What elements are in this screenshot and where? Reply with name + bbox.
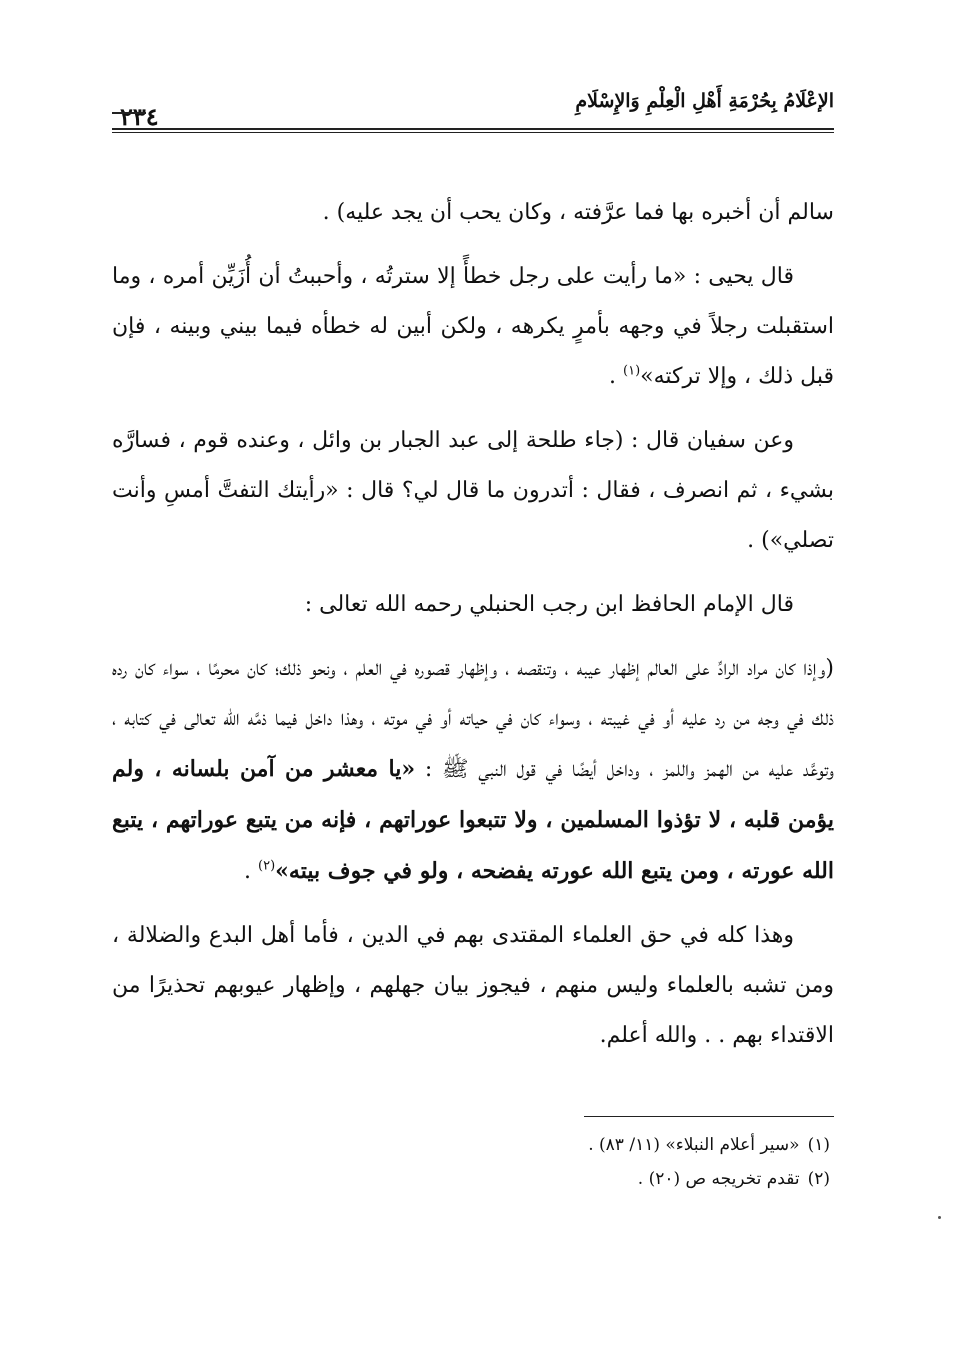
footnote-ref-1: (١)	[623, 363, 641, 379]
footnote-text: تقدم تخريجه ص (٢٠) .	[637, 1169, 800, 1189]
footnote-rule	[584, 1116, 834, 1117]
scan-speck	[938, 1216, 941, 1219]
paragraph-5-end: .	[244, 859, 259, 884]
footnote-ref-2: (٢)	[258, 858, 276, 874]
paragraph-3: وعن سفيان قال : (جاء طلحة إلى عبد الجبار بن وائل ، وعنده قوم ، فسارَّه بشيء ، ثم انصرف ، فقال : أتدرون ما قال لي؟ قال : «رأيتك التفتَّ أمسِ وأنت تصلي») .	[112, 428, 834, 553]
paragraph-4: قال الإمام الحافظ ابن رجب الحنبلي رحمه الله تعالى :	[304, 592, 794, 617]
footnote-1	[112, 1128, 834, 1162]
paragraph-2	[112, 252, 834, 402]
paragraph-1: سالم أن أخبره بها فما عرَّفته ، وكان يحب أن يجد عليه) .	[322, 200, 834, 225]
main-text	[112, 188, 834, 1075]
footnote-number: (٢)	[807, 1169, 830, 1189]
footnote-text: «سير أعلام النبلاء» (١١/ ٨٣) .	[588, 1135, 800, 1155]
header-rule	[112, 128, 834, 133]
paragraph-5	[112, 644, 834, 897]
page-number: ٢٣٤	[120, 102, 159, 131]
paragraph-2-end: .	[609, 364, 624, 389]
paragraph-6: وهذا كله في حق العلماء المقتدى بهم في الدين ، فأما أهل البدع والضلالة ، ومن تشبه بالعلماء وليس منهم ، فيجوز بيان جهلهم ، وإظهار عيوبهم تحذيرًا من الاقتداء بهم . . والله أعلم.	[112, 923, 834, 1048]
running-header	[112, 88, 834, 138]
book-title: الإعْلَامُ بِحُرْمَةِ أَهْلِ الْعِلْمِ وَالإِسْلَامِ	[575, 90, 834, 112]
ibn-rajab-quote: (وإذا كان مراد الرادِّ على العالم إظهار عيبه ، وتنقصه ، وإظهار قصوره في العلم ، ونحو ذلك؛ كان محرمًا ، سواء كان رده ذلك في وجه من رد عليه أو في غيبته ، وسواء كان في حياته أو في موته ، وهذا داخل فيما ذمَّه الله تعالى في كتابه ، وتوعَّد عليه من الهمز واللمز ، وداخل أيضًا في قول النبي ﷺ :	[112, 656, 834, 782]
page-number-underline	[112, 112, 146, 114]
footnote-number: (١)	[807, 1135, 830, 1155]
footnotes	[112, 1128, 834, 1196]
yahya-quote: قال يحيى : «ما رأيت على رجل خطأً إلا سترتُه ، وأحببتُ أن أُزَيِّن أمره ، وما استقبلت رجلاً في وجهه بأمرٍ يكرهه ، ولكن أبين له خطأه فيما بيني وبينه ، فإن قبل ذلك ، وإلا تركته»	[112, 264, 834, 389]
hadith-text: «يا معشر من آمن بلسانه ، ولم يؤمن قلبه ، لا تؤذوا المسلمين ، ولا تتبعوا عوراتهم ، فإنه من يتبع عوراتهم ، يتبع الله عورته ، ومن يتبع الله عورته يفضحه ، ولو في جوف بيته»	[112, 756, 834, 884]
footnote-2	[112, 1162, 834, 1196]
